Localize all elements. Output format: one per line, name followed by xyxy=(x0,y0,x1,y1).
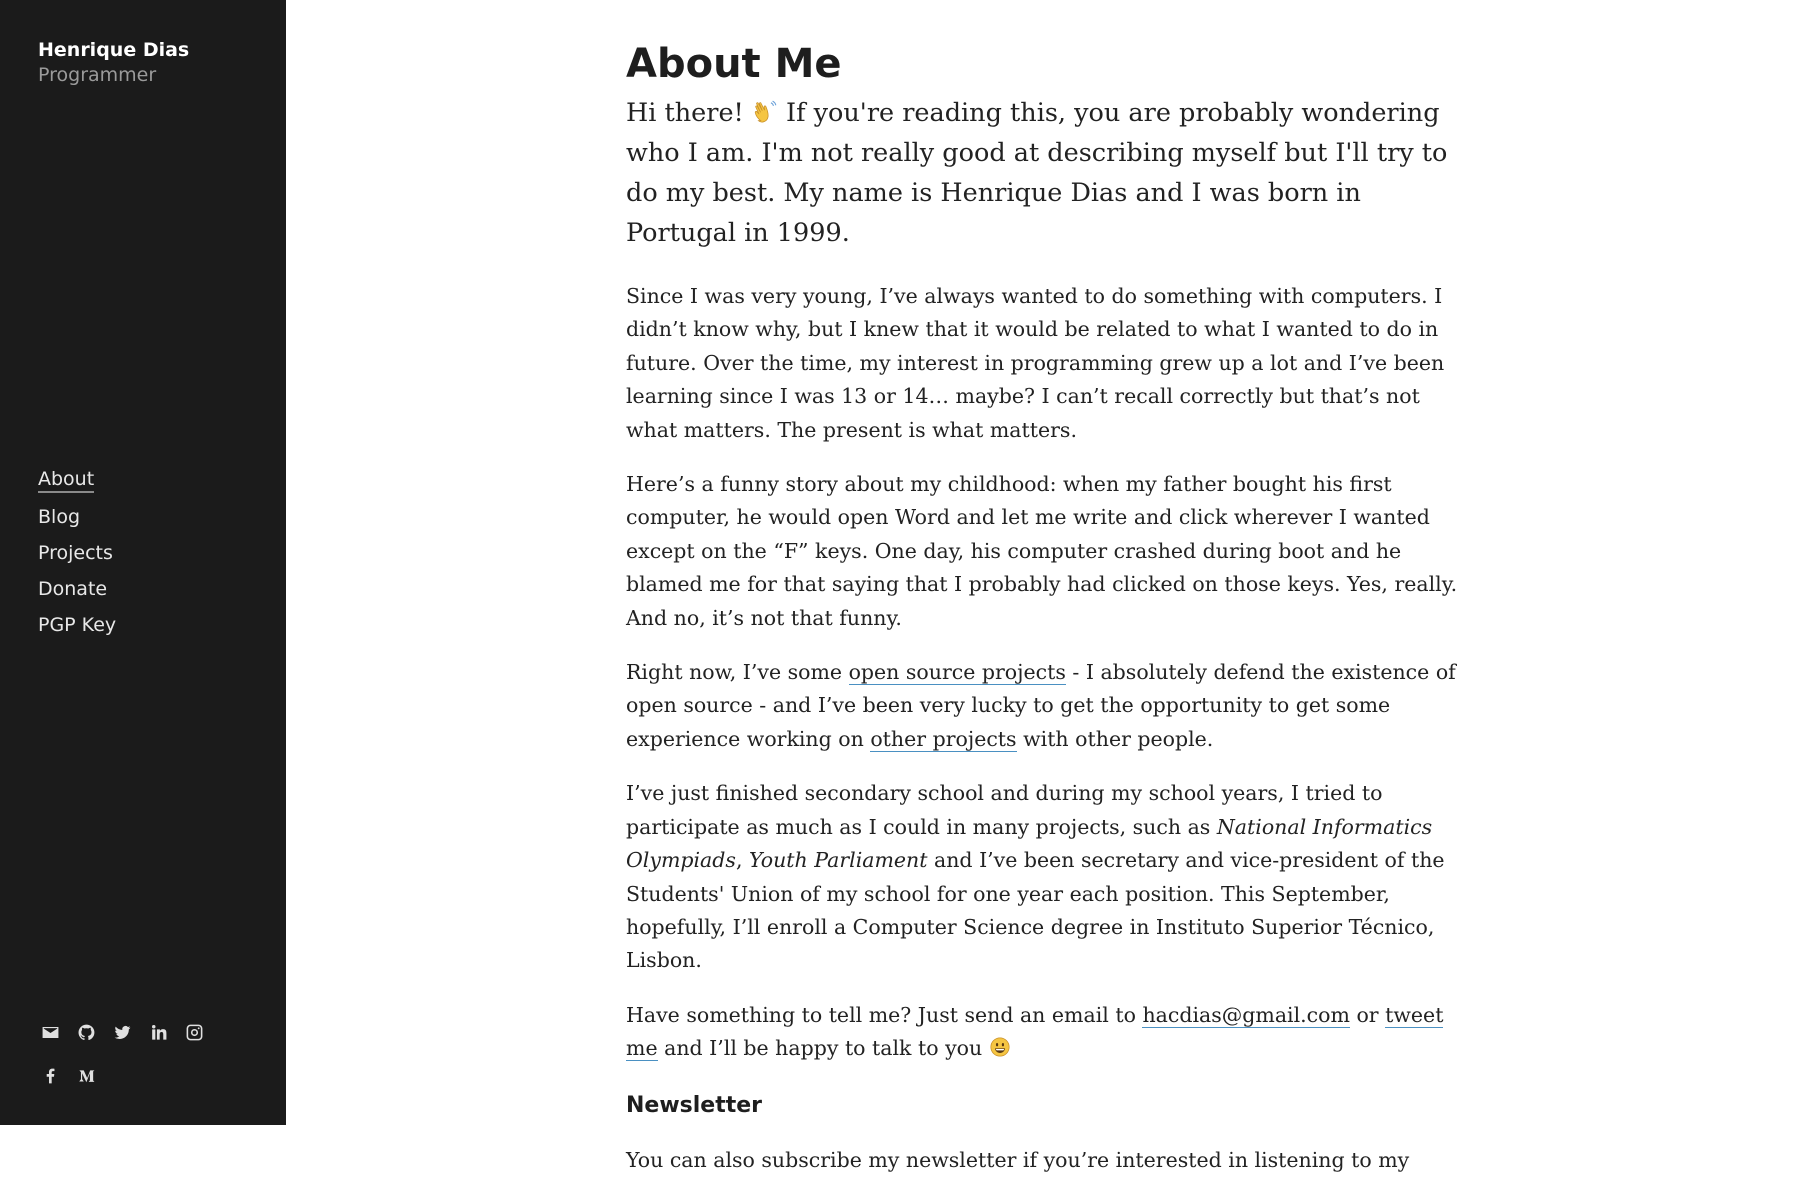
newsletter-heading: Newsletter xyxy=(626,1092,763,1118)
text-span: or xyxy=(1349,1002,1386,1027)
site-author-role: Programmer xyxy=(38,64,157,86)
sidebar xyxy=(0,0,286,1125)
main-nav xyxy=(38,468,116,648)
text-span: , xyxy=(735,848,749,873)
paragraph-school xyxy=(626,777,1466,977)
text-span: I’ve just finished secondary school and during my school years, I tried to participate as much as I could in many projects, such as xyxy=(626,781,1383,839)
site-author-name[interactable]: Henrique Dias xyxy=(38,39,190,61)
github-icon[interactable] xyxy=(74,1021,98,1043)
email-link[interactable]: hacdias@gmail.com xyxy=(1142,1002,1350,1027)
nav-blog[interactable]: Blog xyxy=(38,506,80,528)
paragraph-contact xyxy=(626,999,1466,1066)
linkedin-icon[interactable] xyxy=(146,1021,170,1043)
paragraph-projects xyxy=(626,656,1466,756)
tweet-me-link[interactable]: tweet me xyxy=(626,1002,1444,1061)
lead-text-2: If you're reading this, you are probably wondering who I am. I'm not really good at describing myself but I'll try to do my best. My name is Henrique Dias and I was born in Portugal in 1999. xyxy=(626,98,1448,248)
text-span: and I’ve been secretary and vice-president of the Students' Union of my school for one year each position. This September, hopefully, I’ll enroll a Computer Science degree in Instituto Superior Técnico, Lisbon. xyxy=(626,848,1445,973)
social-links-row-1 xyxy=(38,1021,206,1043)
nav-about[interactable]: About xyxy=(38,468,94,493)
open-source-projects-link[interactable]: open source projects xyxy=(848,660,1066,685)
main-content xyxy=(626,36,1466,1177)
text-span: Right now, I’ve some xyxy=(626,660,849,685)
emphasis-olympiads: National Informatics Olympiads xyxy=(626,814,1433,873)
text-span: Have something to tell me? Just send an email to xyxy=(626,1002,1143,1027)
twitter-icon[interactable] xyxy=(110,1021,134,1043)
text-span: with other people. xyxy=(1016,726,1214,751)
paragraph-childhood: Here’s a funny story about my childhood: when my father bought his first computer, he would open Word and let me write and click wherever I wanted except on the “F” keys. One day, his computer crashed during boot and he blamed me for that saying that I probably had clicked on those keys. Yes, really. And no, it’s not that funny. xyxy=(626,472,1458,630)
medium-icon[interactable] xyxy=(74,1064,98,1086)
waving-hand-icon xyxy=(752,99,778,125)
page-title: About Me xyxy=(626,41,842,87)
paragraph-computers: Since I was very young, I’ve always wanted to do something with computers. I didn’t know why, but I knew that it would be related to what I wanted to do in future. Over the time, my interest in programming grew up a lot and I’ve been learning since I was 13 or 14… maybe? I can’t recall correctly but that’s not what matters. The present is what matters. xyxy=(626,284,1445,442)
instagram-icon[interactable] xyxy=(182,1021,206,1043)
text-span: and I’ll be happy to talk to you xyxy=(657,1036,989,1061)
facebook-icon[interactable] xyxy=(38,1064,62,1086)
text-span: - I absolutely defend the existence of open source - and I’ve been very lucky to get the opportunity to get some experience working on xyxy=(626,660,1456,751)
emphasis-parliament: Youth Parliament xyxy=(748,848,928,873)
social-links-row-2 xyxy=(38,1064,98,1086)
nav-donate[interactable]: Donate xyxy=(38,578,108,600)
newsletter-text: You can also subscribe my newsletter if you’re interested in listening to my xyxy=(626,1147,1410,1172)
nav-pgp-key[interactable]: PGP Key xyxy=(38,614,117,636)
other-projects-link[interactable]: other projects xyxy=(870,726,1017,751)
smiley-icon xyxy=(989,1036,1011,1058)
intro-lead xyxy=(626,93,1466,253)
email-icon[interactable] xyxy=(38,1021,62,1043)
nav-projects[interactable]: Projects xyxy=(38,542,113,564)
lead-text-1: Hi there! xyxy=(626,98,752,128)
